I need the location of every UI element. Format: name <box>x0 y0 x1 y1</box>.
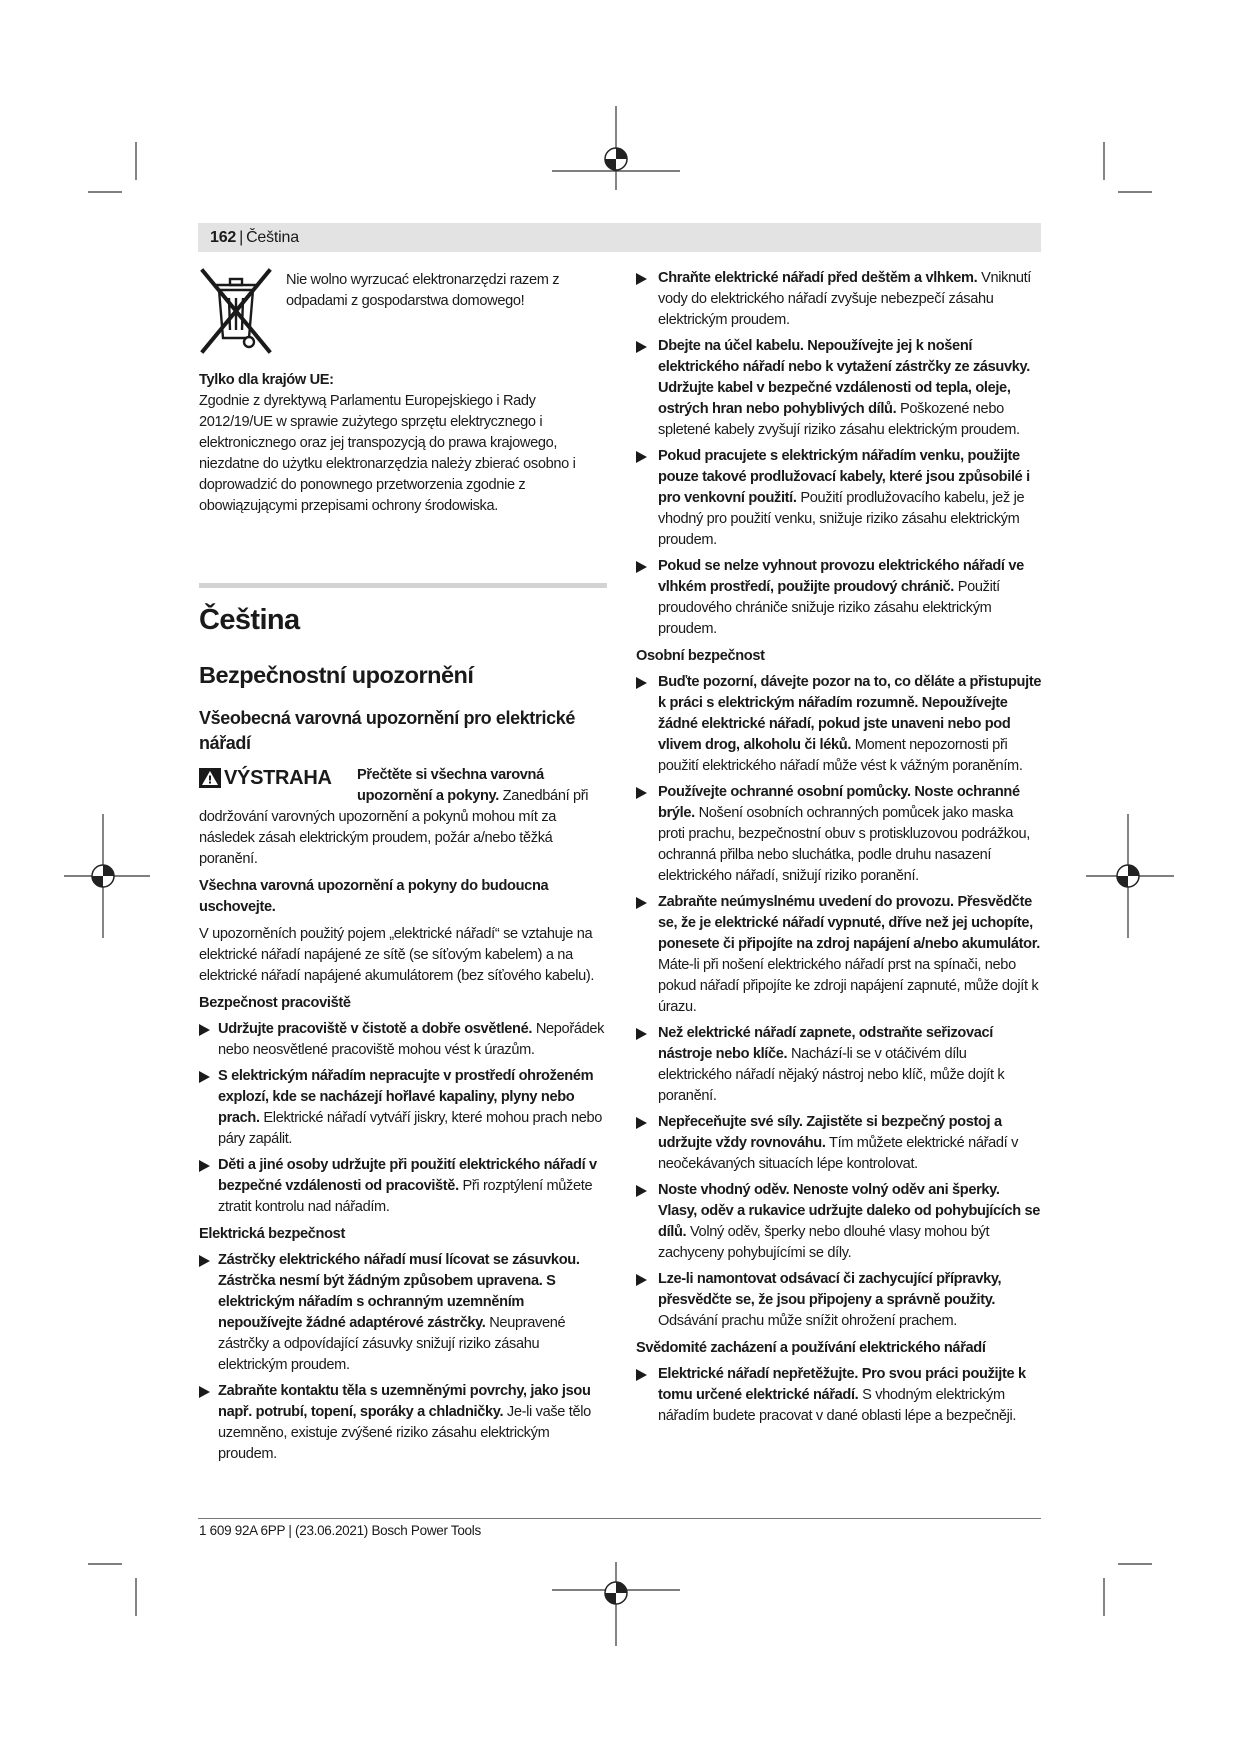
triangle-bullet-icon <box>636 1117 647 1129</box>
list-item: Chraňte elektrické nářadí před deštěm a vlhkem. Vniknutí vody do elektrického nářadí zvyšuje nebezpečí zásahu elektrickým proudem. <box>636 268 1042 331</box>
list-item: Noste vhodný oděv. Nenoste volný oděv ani šperky. Vlasy, oděv a rukavice udržujte daleko od pohybujících se dílů. Volný oděv, šperky nebo dlouhé vlasy mohou být zachyceny pohybujícími se díly. <box>636 1180 1042 1264</box>
crossed-out-wheelie-bin-icon <box>199 268 273 354</box>
registration-mark-icon <box>92 865 114 887</box>
weee-text: Nie wolno wyrzucać elektronarzędzi razem z odpadami z gospodarstwa domowego! <box>286 272 560 309</box>
list-item: Nepřeceňujte své síly. Zajistěte si bezpečný postoj a udržujte vždy rovnováhu. Tím můžete elektrické nářadí v neočekávaných situacích lépe kontrolovat. <box>636 1112 1042 1175</box>
triangle-bullet-icon <box>636 341 647 353</box>
list-item: Lze-li namontovat odsávací či zachycující přípravky, přesvědčte se, že jsou připojeny a správně použity. Odsávání prachu může snížit ohrožení prachem. <box>636 1269 1042 1332</box>
handling-heading: Svědomité zacházení a používání elektrického nářadí <box>636 1340 986 1356</box>
triangle-bullet-icon <box>636 677 647 689</box>
page-header <box>198 223 1041 252</box>
list-item: Pokud pracujete s elektrickým nářadím venku, použijte pouze takové prodlužovací kabely, které jsou způsobilé i pro venkovní použití. Použití prodlužovacího kabelu, jež je vhodný pro použití venku, snižuje riziko zásahu elektrickým proudem. <box>636 446 1042 551</box>
list-item: Zabraňte neúmyslnému uvedení do provozu. Přesvědčte se, že je elektrické nářadí vypnuté, dříve než jej uchopíte, ponesete či připojíte na zdroj napájení a/nebo akumulátor. Máte-li při nošení elektrického nářadí prst na spínači, nebo pokud nářadí připojíte ke zdroji napájení zapnuté, může dojít k úrazu. <box>636 892 1042 1018</box>
triangle-bullet-icon <box>636 897 647 909</box>
personal-safety-heading: Osobní bezpečnost <box>636 648 765 664</box>
list-item: Zabraňte kontaktu těla s uzemněnými povrchy, jako jsou např. potrubí, topení, sporáky a chladničky. Je-li vaše tělo uzemněno, existuje zvýšené riziko zásahu elektrickým proudem. <box>199 1381 607 1465</box>
page-number: 162 <box>210 228 237 246</box>
footer-divider <box>198 1518 1041 1519</box>
list-item: Dbejte na účel kabelu. Nepoužívejte jej k nošení elektrického nářadí nebo k vytažení zástrčky ze zásuvky. Udržujte kabel v bezpečné vzdálenosti od tepla, oleje, ostrých hran nebo pohyblivých dílů. Poškozené nebo spletené kabely zvyšují riziko zásahu elektrickým proudem. <box>636 336 1042 441</box>
registration-mark-icon <box>605 1582 627 1604</box>
triangle-bullet-icon <box>636 1274 647 1286</box>
list-item: Elektrické nářadí nepřetěžujte. Pro svou práci použijte k tomu určené elektrické nářadí. S vhodným elektrickým nářadím budete pracovat v dané oblasti lépe a bezpečněji. <box>636 1364 1042 1427</box>
triangle-bullet-icon <box>199 1024 210 1036</box>
triangle-bullet-icon <box>636 273 647 285</box>
eu-heading: Tylko dla krajów UE: <box>199 372 334 388</box>
warning-text: Zanedbání při dodržování varovných upozornění a pokynů mohou mít za následek zásah elektrickým proudem, požár a/nebo těžká poranění. <box>199 788 589 867</box>
eu-text: Zgodnie z dyrektywą Parlamentu Europejskiego i Rady 2012/19/UE w sprawie zużytego sprzętu elektrycznego i elektronicznego oraz jej transpozycją do prawa krajowego, niezdatne do użytku elektronarzędzia należy zbierać osobno i doprowadzić do ponownego przetworzenia zgodnie z obowiązującymi przepisami ochrony środowiska. <box>199 393 576 514</box>
term-definition: V upozorněních použitý pojem „elektrické nářadí“ se vztahuje na elektrické nářadí napájené ze sítě (se síťovým kabelem) a na elektrické nářadí napájené akumulátorem (bez síťového kabelu). <box>199 926 595 984</box>
triangle-bullet-icon <box>636 561 647 573</box>
weee-notice <box>199 268 607 354</box>
list-item: Buďte pozorní, dávejte pozor na to, co děláte a přistupujte k práci s elektrickým nářadím rozumně. Nepoužívejte žádné elektrické nářadí, pokud jste unaveni nebo pod vlivem drog, alkoholu či léků. Moment nepozornosti při použití elektrického nářadí může vést k vážným poraněním. <box>636 672 1042 777</box>
triangle-bullet-icon <box>199 1386 210 1398</box>
section-divider <box>199 583 607 588</box>
triangle-bullet-icon <box>199 1071 210 1083</box>
footer-text: 1 609 92A 6PP | (23.06.2021) Bosch Power Tools <box>199 1523 481 1538</box>
registration-mark-icon <box>605 148 627 170</box>
safety-title: Bezpečnostní upozornění <box>199 662 474 688</box>
header-separator: | <box>239 228 244 246</box>
warning-label <box>199 765 357 791</box>
triangle-bullet-icon <box>636 1185 647 1197</box>
list-item: Pokud se nelze vyhnout provozu elektrického nářadí ve vlhkém prostředí, použijte proudový chránič. Použití proudového chrániče snižuje riziko zásahu elektrickým proudem. <box>636 556 1042 640</box>
triangle-bullet-icon <box>636 787 647 799</box>
triangle-bullet-icon <box>199 1160 210 1172</box>
language-title: Čeština <box>199 604 300 636</box>
workplace-heading: Bezpečnost pracoviště <box>199 995 351 1011</box>
list-item: Než elektrické nářadí zapnete, odstraňte seřizovací nástroje nebo klíče. Nachází-li se v otáčivém dílu elektrického nářadí nějaký nástroj nebo klíč, může dojít k poranění. <box>636 1023 1042 1107</box>
right-column <box>636 268 1042 1427</box>
list-item: Udržujte pracoviště v čistotě a dobře osvětlené. Nepořádek nebo neosvětlené pracoviště mohou vést k úrazům. <box>199 1019 607 1061</box>
list-item: S elektrickým nářadím nepracujte v prostředí ohroženém explozí, kde se nacházejí hořlavé kapaliny, plyny nebo prach. Elektrické nářadí vytváří jiskry, které mohou prach nebo páry zapálit. <box>199 1066 607 1150</box>
general-warnings-title: Všeobecná varovná upozornění pro elektrické nářadí <box>199 708 575 753</box>
triangle-bullet-icon <box>636 451 647 463</box>
triangle-bullet-icon <box>636 1028 647 1040</box>
header-section: Čeština <box>246 228 299 246</box>
warning-bold: Přečtěte si všechna varovná upozornění a pokyny. <box>357 767 544 804</box>
warning-block <box>199 765 607 870</box>
list-item: Zástrčky elektrického nářadí musí lícovat se zásuvkou. Zástrčka nesmí být žádným způsobem upravena. S elektrickým nářadím s ochranným uzemněním nepoužívejte žádné adaptérové zástrčky. Neupravené zástrčky a odpovídající zásuvky snižují riziko zásahu elektrickým proudem. <box>199 1250 607 1376</box>
list-item: Používejte ochranné osobní pomůcky. Noste ochranné brýle. Nošení osobních ochranných pomůcek jako maska proti prachu, bezpečnostní obuv s protiskluzovou podrážkou, ochranná přilba nebo sluchátka, podle druhu nasazení elektrického nářadí, snižují riziko poranění. <box>636 782 1042 887</box>
keep-instructions: Všechna varovná upozornění a pokyny do budoucna uschovejte. <box>199 878 549 915</box>
registration-mark-icon <box>1117 865 1139 887</box>
warning-label-text: VÝSTRAHA <box>224 767 332 789</box>
left-column <box>199 268 607 1465</box>
warning-triangle-icon <box>199 768 221 788</box>
triangle-bullet-icon <box>199 1255 210 1267</box>
triangle-bullet-icon <box>636 1369 647 1381</box>
list-item: Děti a jiné osoby udržujte při použití elektrického nářadí v bezpečné vzdálenosti od pracoviště. Při rozptýlení můžete ztratit kontrolu nad nářadím. <box>199 1155 607 1218</box>
electrical-heading: Elektrická bezpečnost <box>199 1226 345 1242</box>
